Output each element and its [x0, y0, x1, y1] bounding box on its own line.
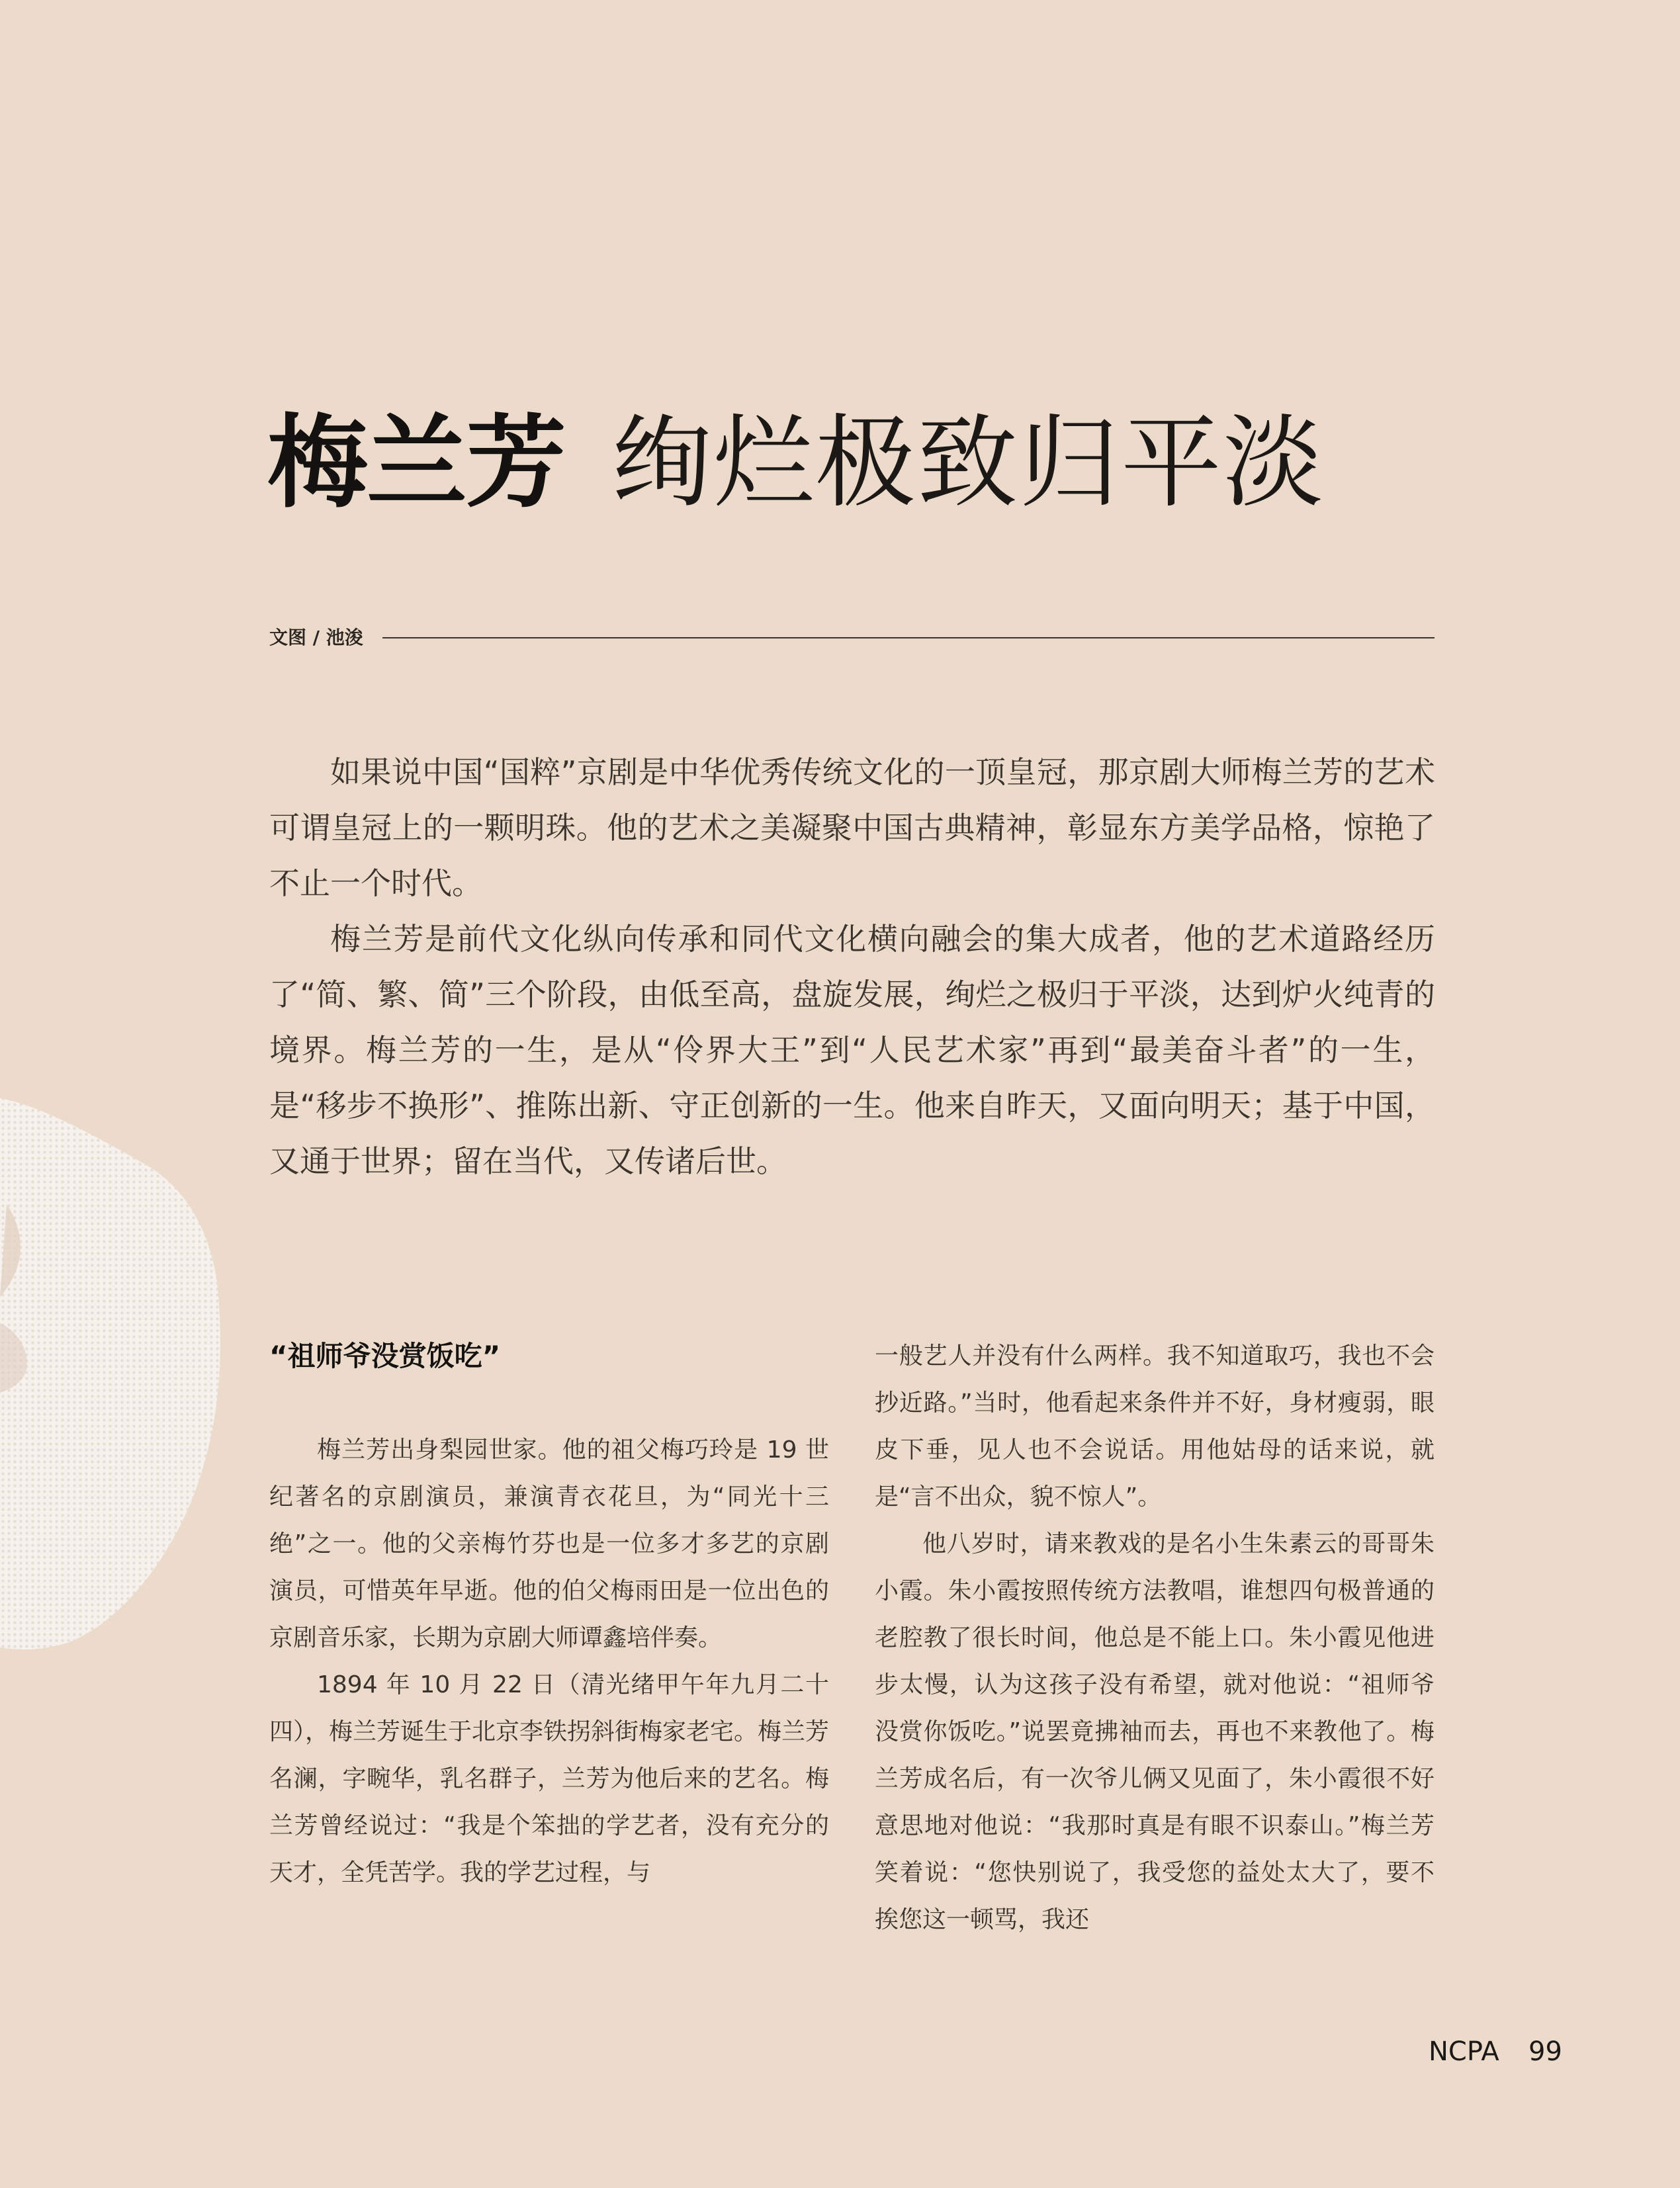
- body-paragraph: 一般艺人并没有什么两样。我不知道取巧，我也不会抄近路。”当时，他看起来条件并不好，身材瘦弱，眼皮下垂，见人也不会说话。用他姑母的话来说，就是“言不出众，貌不惊人”。: [875, 1342, 1435, 1510]
- magazine-name: NCPA: [1429, 2036, 1499, 2067]
- article-title-phrase: 绚烂极致归平淡: [611, 404, 1325, 521]
- section-heading: “祖师爷没赏饭吃”: [269, 1340, 501, 1372]
- left-text-column: [269, 1426, 829, 1896]
- article-title-name: 梅兰芳: [267, 404, 565, 521]
- intro-paragraph: 梅兰芳是前代文化纵向传承和同代文化横向融会的集大成者，他的艺术道路经历了“简、繁、简”三个阶段，由低至高，盘旋发展，绚烂之极归于平淡，达到炉火纯青的境界。梅兰芳的一生，是从“伶界大王”到“人民艺术家”再到“最美奋斗者”的一生，是“移步不换形”、推陈出新、守正创新的一生。他来自昨天，又面向明天；基于中国，又通于世界；留在当代，又传诸后世。: [269, 921, 1435, 1179]
- byline: 文图 / 池浚: [269, 627, 363, 648]
- body-paragraph: 1894 年 10 月 22 日（清光绪甲午年九月二十四），梅兰芳诞生于北京李铁拐斜街梅家老宅。梅兰芳名澜，字畹华，乳名群子，兰芳为他后来的艺名。梅兰芳曾经说过：“我是个笨拙的学艺者，没有充分的天才，全凭苦学。我的学艺过程，与: [269, 1671, 830, 1886]
- body-paragraph: 他八岁时，请来教戏的是名小生朱素云的哥哥朱小霞。朱小霞按照传统方法教唱，谁想四句极普通的老腔教了很长时间，他总是不能上口。朱小霞见他进步太慢，认为这孩子没有希望，就对他说：“祖师爷没赏你饭吃。”说罢竟拂袖而去，再也不来教他了。梅兰芳成名后，有一次爷儿俩又见面了，朱小霞很不好意思地对他说：“我那时真是有眼不识泰山。”梅兰芳笑着说：“您快别说了，我受您的益处太大了，要不挨您这一顿骂，我还: [875, 1530, 1435, 1933]
- page-number: 99: [1528, 2036, 1562, 2067]
- byline-divider: [382, 637, 1435, 638]
- intro-paragraph: 如果说中国“国粹”京剧是中华优秀传统文化的一顶皇冠，那京剧大师梅兰芳的艺术可谓皇冠上的一颗明珠。他的艺术之美凝聚中国古典精神，彰显东方美学品格，惊艳了不止一个时代。: [269, 754, 1435, 901]
- body-paragraph: 梅兰芳出身梨园世家。他的祖父梅巧玲是 19 世纪著名的京剧演员，兼演青衣花旦，为“同光十三绝”之一。他的父亲梅竹芬也是一位多才多艺的京剧演员，可惜英年早逝。他的伯父梅雨田是一位出色的京剧音乐家，长期为京剧大师谭鑫培伴奏。: [269, 1436, 829, 1651]
- right-text-column: [875, 1333, 1435, 1943]
- intro-section: [269, 744, 1435, 1189]
